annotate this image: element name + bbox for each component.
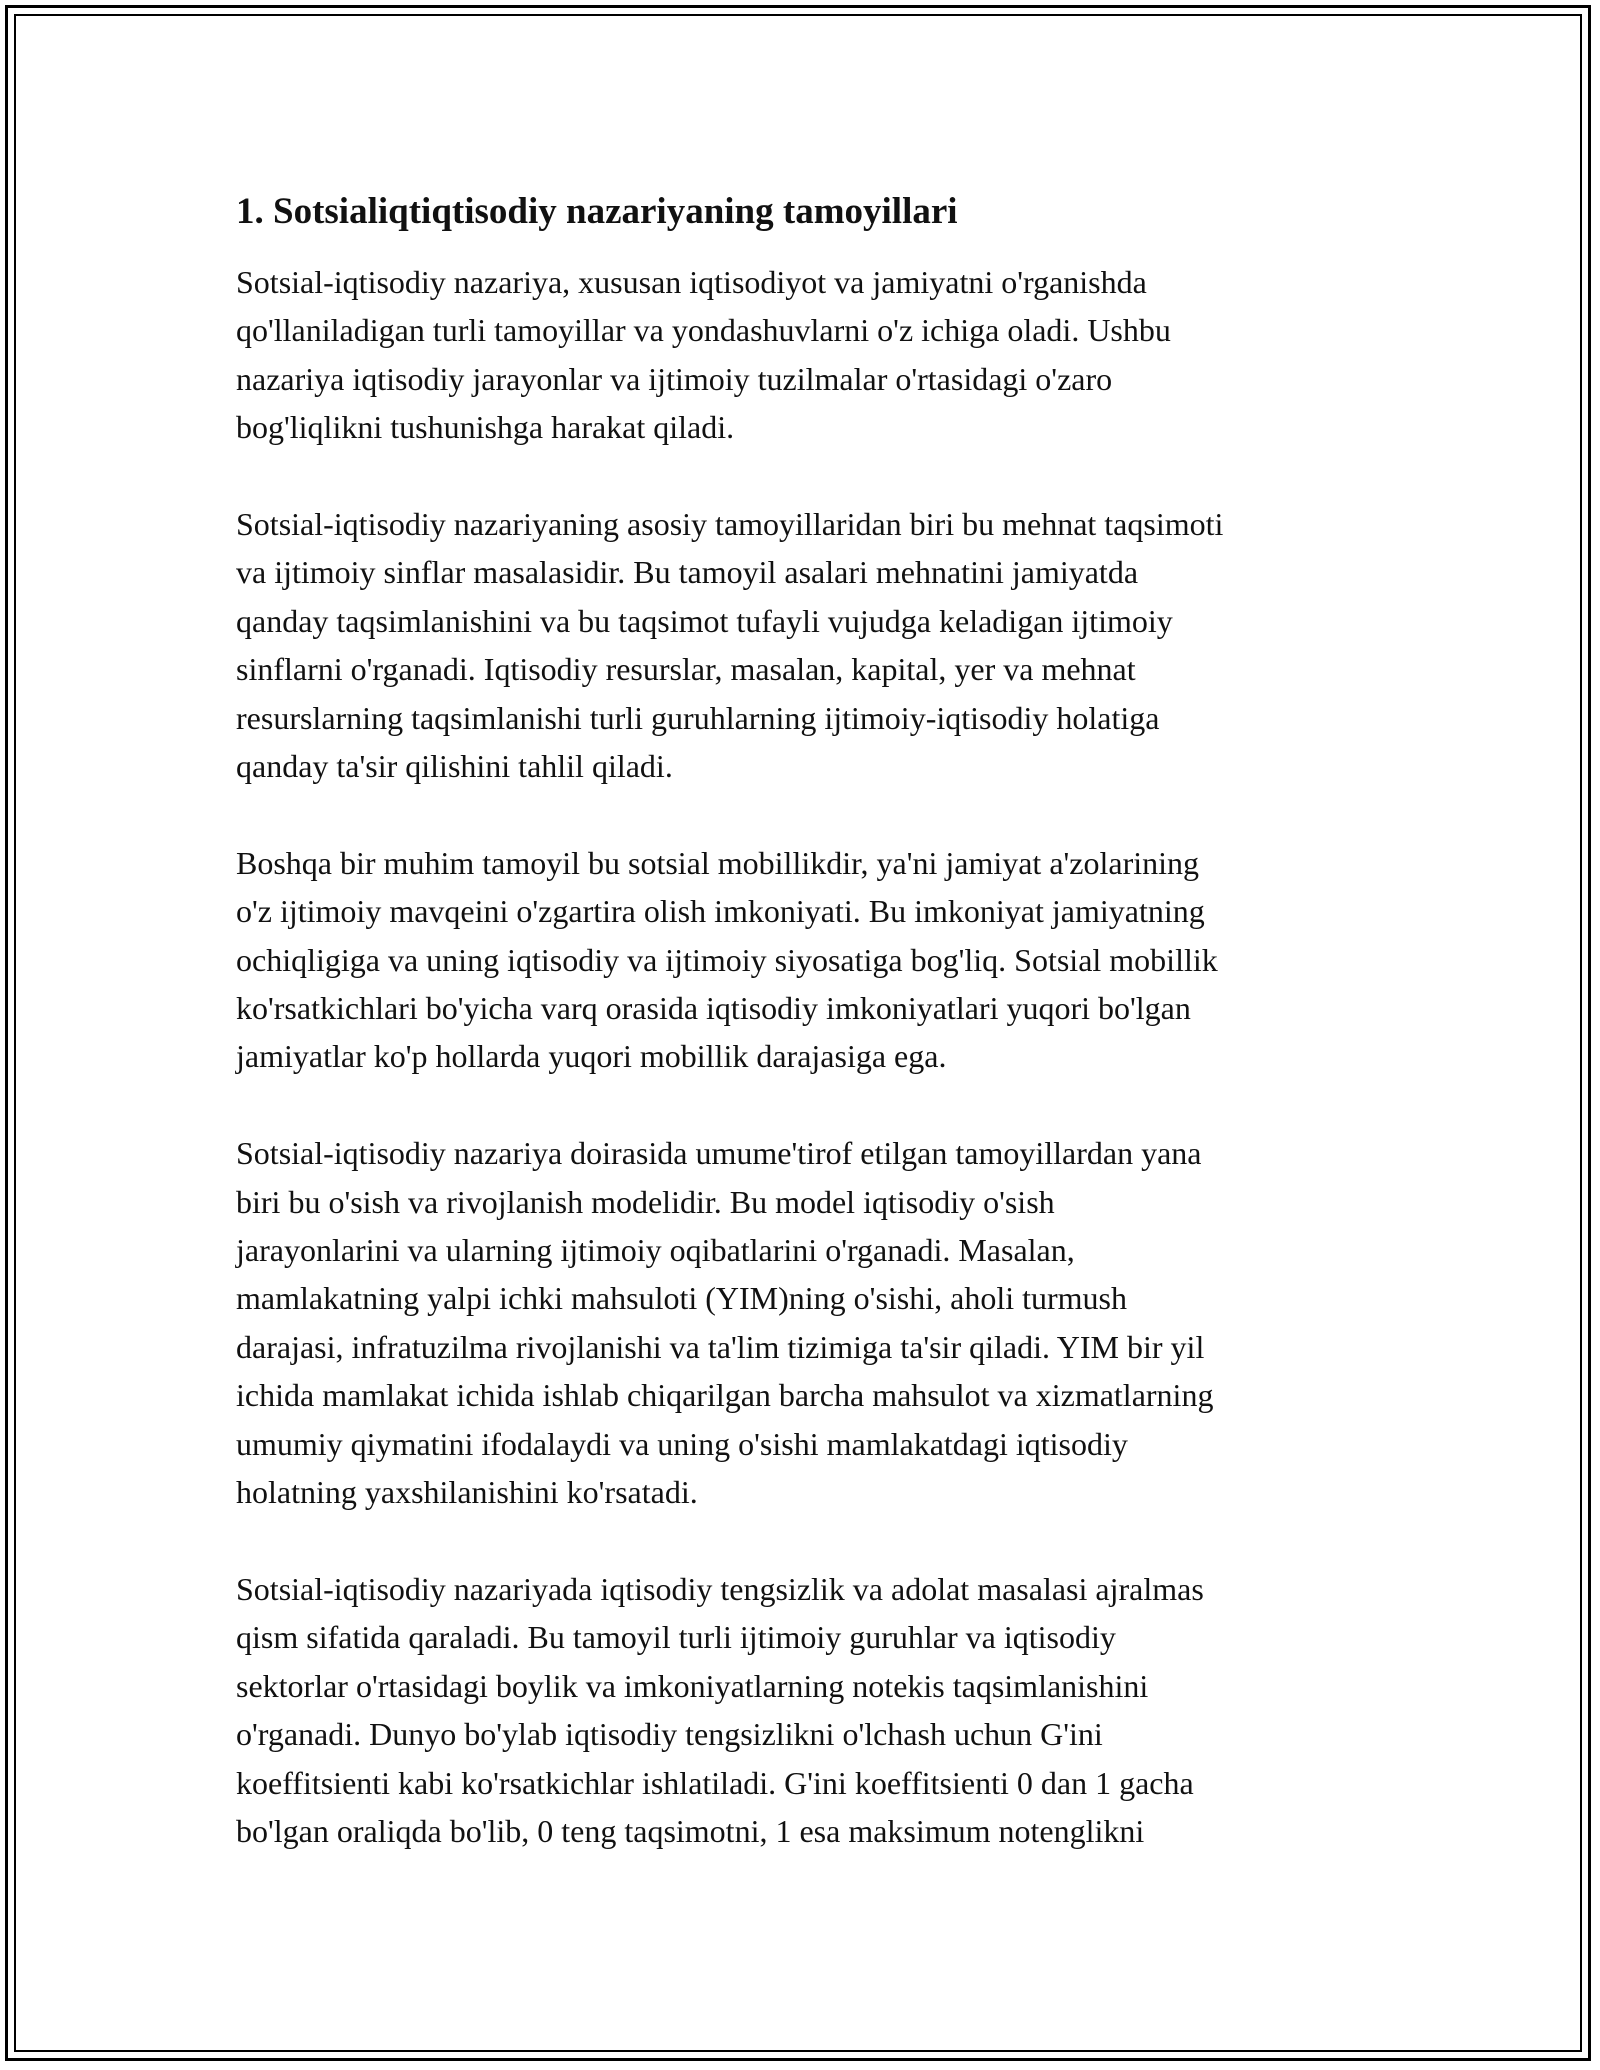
text-line: jarayonlarini va ularning ijtimoiy oqibatlarini o'rganadi. Masalan, (236, 1232, 1075, 1269)
text-line: Boshqa bir muhim tamoyil bu sotsial mobillikdir, ya'ni jamiyat a'zolarining (236, 844, 1200, 881)
text-line: sektorlar o'rtasidagi boylik va imkoniyatlarning notekis taqsimlanishini (236, 1667, 1149, 1704)
text-line: koeffitsienti kabi ko'rsatkichlar ishlatiladi. G'ini koeffitsienti 0 dan 1 gacha (236, 1764, 1194, 1801)
text-line: o'rganadi. Dunyo bo'ylab iqtisodiy tengsizlikni o'lchash uchun G'ini (236, 1716, 1103, 1753)
paragraph (236, 1565, 1386, 1855)
text-line: o'z ijtimoiy mavqeini o'zgartira olish imkoniyati. Bu imkoniyat jamiyatning (236, 893, 1205, 930)
text-line: Sotsial-iqtisodiy nazariyaning asosiy tamoyillaridan biri bu mehnat taqsimoti (236, 506, 1224, 543)
paragraph (236, 258, 1386, 452)
text-line: Sotsial-iqtisodiy nazariya doirasida umume'tirof etilgan tamoyillardan yana (236, 1135, 1202, 1172)
text-line: Sotsial-iqtisodiy nazariya, xususan iqtisodiyot va jamiyatni o'rganishda (236, 264, 1147, 300)
text-line: umumiy qiymatini ifodalaydi va uning o'sishi mamlakatdagi iqtisodiy (236, 1425, 1128, 1462)
text-line: qo'llaniladigan turli tamoyillar va yondashuvlarni o'z ichiga oladi. Ushbu (236, 312, 1171, 349)
paragraph (236, 1129, 1386, 1516)
text-line: nazariya iqtisodiy jarayonlar va ijtimoiy tuzilmalar o'rtasidagi o'zaro (236, 360, 1113, 397)
document-title: 1. Sotsialiqtiqtisodiy nazariyaning tamoyillari (236, 191, 958, 232)
text-line: ochiqligiga va uning iqtisodiy va ijtimoiy siyosatiga bog'liq. Sotsial mobillik (236, 941, 1218, 978)
text-line: resurslarning taqsimlanishi turli guruhlarning ijtimoiy-iqtisodiy holatiga (236, 699, 1160, 736)
text-line: qism sifatida qaraladi. Bu tamoyil turli ijtimoiy guruhlar va iqtisodiy (236, 1619, 1116, 1656)
text-line: ko'rsatkichlari bo'yicha varq orasida iqtisodiy imkoniyatlari yuqori bo'lgan (236, 990, 1191, 1027)
text-line: jamiyatlar ko'p hollarda yuqori mobillik darajasiga ega. (236, 1038, 947, 1075)
text-line: qanday ta'sir qilishini tahlil qiladi. (236, 748, 673, 785)
text-line: bo'lgan oraliqda bo'lib, 0 teng taqsimotni, 1 esa maksimum notenglikni (236, 1812, 1145, 1849)
document-body (236, 188, 1386, 1904)
text-line: mamlakatning yalpi ichki mahsuloti (YIM)ning o'sishi, aholi turmush (236, 1280, 1127, 1317)
text-line: darajasi, infratuzilma rivojlanishi va ta'lim tizimiga ta'sir qiladi. YIM bir yil (236, 1328, 1205, 1365)
text-line: va ijtimoiy sinflar masalasidir. Bu tamoyil asalari mehnatini jamiyatda (236, 554, 1139, 591)
paragraph (236, 500, 1386, 790)
paragraph (236, 839, 1386, 1081)
text-line: biri bu o'sish va rivojlanish modelidir. Bu model iqtisodiy o'sish (236, 1183, 1055, 1220)
text-line: bog'liqlikni tushunishga harakat qiladi. (236, 409, 735, 446)
text-line: qanday taqsimlanishini va bu taqsimot tufayli vujudga keladigan ijtimoiy (236, 602, 1173, 639)
text-line: ichida mamlakat ichida ishlab chiqarilgan barcha mahsulot va xizmatlarning (236, 1377, 1214, 1414)
text-line: holatning yaxshilanishini ko'rsatadi. (236, 1474, 698, 1511)
text-line: Sotsial-iqtisodiy nazariyada iqtisodiy tengsizlik va adolat masalasi ajralmas (236, 1570, 1204, 1607)
text-line: sinflarni o'rganadi. Iqtisodiy resurslar, masalan, kapital, yer va mehnat (236, 651, 1136, 688)
